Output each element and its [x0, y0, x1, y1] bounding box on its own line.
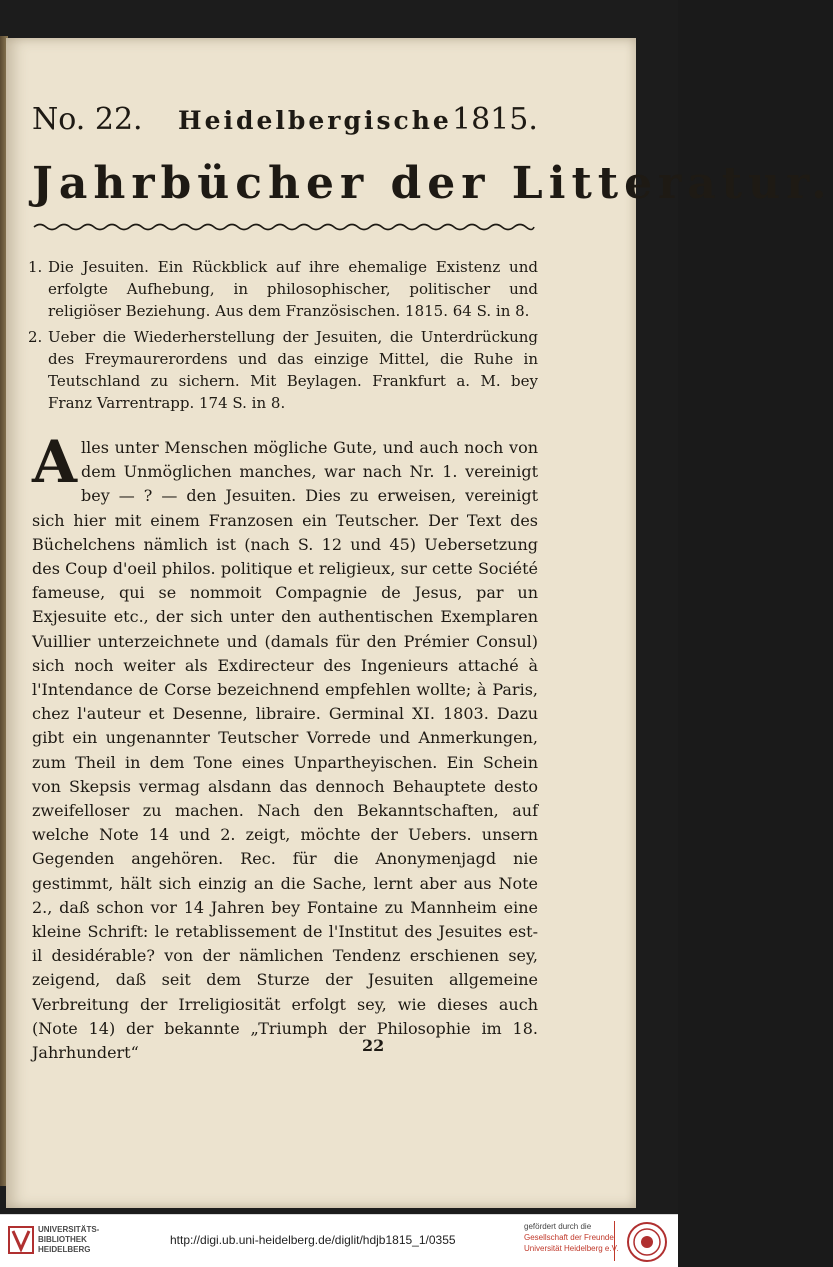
issue-year: 1815. [452, 102, 538, 137]
bibliography-entry-2 [28, 326, 538, 414]
sponsor-credit: gefördert durch die Gesellschaft der Freunde Universität Heidelberg e.V. [524, 1222, 619, 1253]
entry-number: 2. [28, 328, 43, 346]
library-name: UNIVERSITÄTS- BIBLIOTHEK HEIDELBERG [38, 1225, 100, 1254]
drop-capital: A [32, 428, 78, 496]
issue-number: No. 22. [32, 102, 143, 137]
journal-title: Jahrbücher der Litteratur. [32, 158, 833, 209]
review-body [32, 428, 538, 1065]
bibliography-entry-1 [28, 256, 538, 322]
running-header [32, 102, 538, 150]
university-seal-icon [626, 1221, 668, 1263]
scanned-page [6, 38, 833, 1208]
entry-text: Ueber die Wiederherstellung der Jesuiten, die Unterdrückung des Freymaurerordens und das einzige Mittel, die Ruhe in Teutschland zu sichern. Mit Beylagen. Frankfurt a. M. bey Franz Varrentrapp. 174 S. in 8. [48, 328, 538, 412]
signature-mark: 22 [362, 1036, 385, 1055]
decorative-rule [34, 220, 534, 234]
entry-text: Die Jesuiten. Ein Rückblick auf ihre ehemalige Existenz und erfolgte Aufhebung, in philosophischer, politischer und religiöser Beziehung. Aus dem Französischen. 1815. 64 S. in 8. [48, 258, 538, 320]
review-paragraph: lles unter Menschen mögliche Gute, und auch noch von dem Unmöglichen manches, war nach Nr. 1. vereinigt bey — ? — den Jesuiten. Dies zu erweisen, vereinigt sich hier mit einem Franzosen ein Teutscher. Der Text des Büchelchens nämlich ist (nach S. 12 und 45) Uebersetzung des Coup d'oeil philos. politique et religieux, sur cette Société fameuse, qui se nommoit Compagnie de Jesus, par un Exjesuite etc., der sich unter den authentischen Exemplaren Vuillier unterzeichnete und (damals für den Prémier Consul) sich noch weiter als Exdirecteur des Ingenieurs attaché à l'Intendance de Corse bezeichnend empfehlen wollte; à Paris, chez l'auteur et Desenne, libraire. Germinal XI. 1803. Dazu gibt ein ungenannter Teutscher Vorrede und Anmerkungen, zum Theil in dem Tone eines Unpartheyischen. Ein Schein von Skepsis vermag alsdann das dennoch Behauptete desto zweifelloser zu machen. Nach den Bekanntschaften, auf welche Note 14 und 2. zeigt, möchte der Uebers. unsern Gegenden angehören. Rec. für die Anonymenjagd nie gestimmt, hält sich einzig an die Sache, lernt aber aus Note 2., daß schon vor 14 Jahren bey Fontaine zu Mannheim eine kleine Schrift: le retablissement de l'Institut des Jesuites est-il desidérable? von der nämlichen Tendenz erschienen sey, zeigend, daß seit dem Sturze der Jesuiten allgemeine Verbreitung der Irreligiosität erfolgt sey, wie dieses auch (Note 14) der bekannte „Triumph der Philosophie im 18. Jahrhundert“ [32, 438, 538, 1063]
journal-name: Heidelbergische [178, 106, 452, 135]
permalink-url[interactable]: http://digi.ub.uni-heidelberg.de/diglit/hdjb1815_1/0355 [170, 1233, 456, 1247]
university-library-logo-icon [8, 1225, 34, 1255]
entry-number: 1. [28, 258, 43, 276]
library-footer [0, 1214, 678, 1267]
